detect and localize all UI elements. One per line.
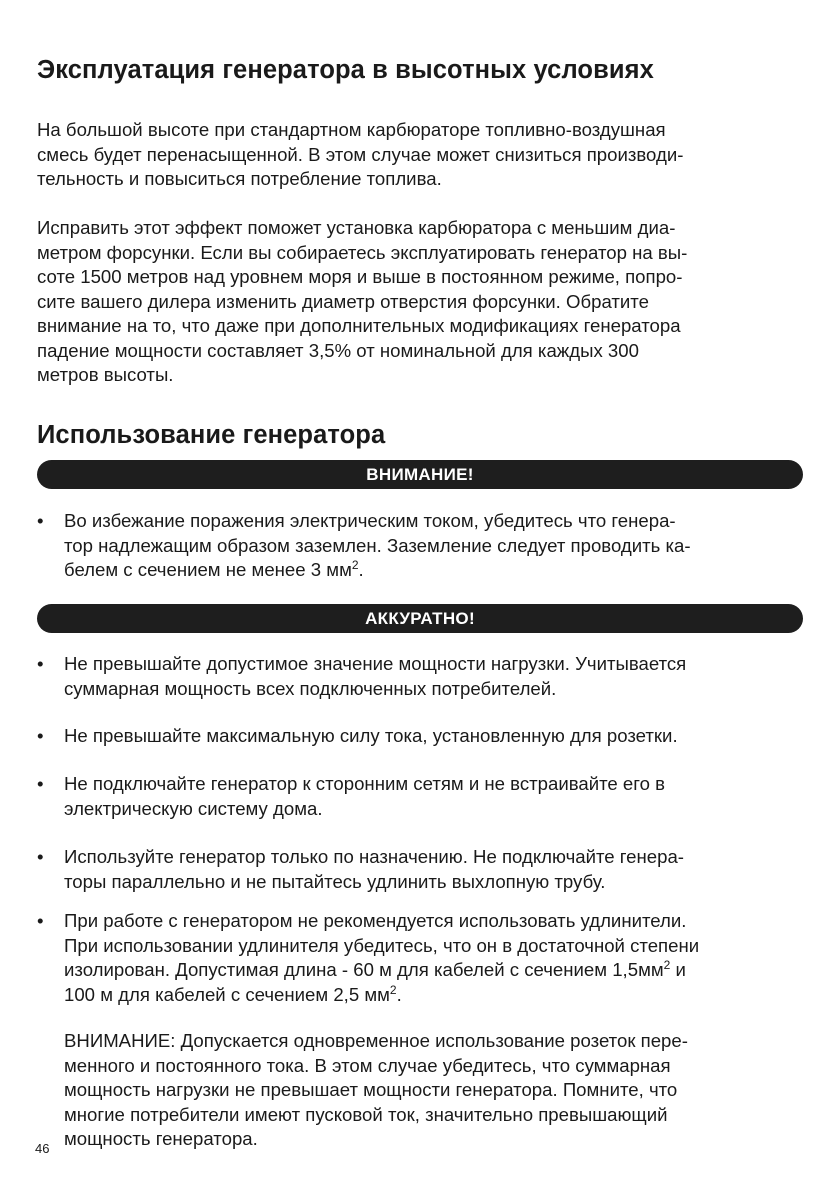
paragraph-altitude-effect (37, 118, 807, 192)
text-line: Не превышайте допустимое значение мощности нагрузки. Учитывается (64, 653, 687, 674)
text-line: При работе с генератором не рекомендуется использовать удлинители. (64, 910, 687, 931)
text-line: торы параллельно и не пытайтесь удлинить выхлопную трубу. (64, 870, 606, 892)
text-line: смесь будет перенасыщенной. В этом случае может снизиться производи- (37, 143, 684, 165)
text-line: Во избежание поражения электрическим током, убедитесь что генера- (64, 510, 676, 531)
text-line: При использовании удлинителя убедитесь, что он в достаточной степени (64, 934, 700, 956)
bullet-text (64, 724, 809, 749)
text-line: метром форсунки. Если вы собираетесь эксплуатировать генератор на вы- (37, 241, 688, 263)
text-line: мощность генератора. (64, 1128, 258, 1149)
bullet-text (64, 652, 809, 701)
text-line: мощность нагрузки не превышает мощности генератора. Помните, что (64, 1079, 678, 1100)
text-line: сите вашего дилера изменить диаметр отверстия форсунки. Обратите (37, 290, 649, 312)
superscript: 2 (389, 982, 397, 997)
text-line: ВНИМАНИЕ: Допускается одновременное использование розеток пере- (64, 1030, 688, 1051)
text-line (64, 558, 809, 583)
text-segment: изолирован. Допустимая длина - 60 м для кабелей с сечением 1,5мм (64, 959, 664, 980)
bullet-text (64, 772, 809, 821)
section-heading-altitude: Эксплуатация генератора в высотных условиях (37, 56, 654, 84)
superscript: 2 (663, 958, 671, 972)
text-line: внимание на то, что даже при дополнительных модификациях генератора (37, 315, 681, 336)
warning-banner: ВНИМАНИЕ! (37, 460, 803, 489)
text-line: На большой высоте при стандартном карбюраторе топливно-воздушная (37, 119, 666, 140)
page-number: 46 (35, 1141, 50, 1156)
bullet-icon: • (37, 773, 44, 794)
text-line: метров высоты. (37, 364, 174, 385)
bullet-icon: • (37, 846, 44, 867)
text-segment: . (396, 983, 402, 1005)
text-line: соте 1500 метров над уровнем моря и выше в постоянном режиме, попро- (37, 266, 683, 287)
text-segment: белем с сечением не менее 3 мм (64, 559, 352, 580)
text-line: суммарная мощность всех подключенных потребителей. (64, 677, 557, 699)
bullet-text (64, 845, 809, 894)
text-segment: 100 м для кабелей с сечением 2,5 мм (64, 983, 390, 1005)
text-line: падение мощности составляет 3,5% от номинальной для каждых 300 (37, 339, 639, 361)
simultaneous-use-note (64, 1029, 688, 1152)
text-line (64, 983, 809, 1008)
bullet-icon: • (37, 910, 44, 931)
text-line: Не превышайте максимальную силу тока, установленную для розетки. (64, 725, 678, 746)
text-line: тельность и повыситься потребление топлива. (37, 168, 442, 189)
text-line: менного и постоянного тока. В этом случае убедитесь, что суммарная (64, 1054, 671, 1076)
caution-banner: АККУРАТНО! (37, 604, 803, 633)
bullet-text (64, 509, 809, 583)
text-line: Исправить этот эффект поможет установка карбюратора с меньшим диа- (37, 217, 676, 238)
bullet-icon: • (37, 510, 44, 531)
superscript: 2 (351, 558, 359, 572)
text-line: Используйте генератор только по назначению. Не подключайте генера- (64, 846, 684, 867)
section-heading-usage: Использование генератора (37, 421, 386, 449)
bullet-text (64, 909, 809, 1007)
text-line: Не подключайте генератор к сторонним сетям и не встраивайте его в (64, 773, 666, 794)
text-line: электрическую систему дома. (64, 797, 323, 819)
text-segment: и (670, 959, 686, 980)
text-line: тор надлежащим образом заземлен. Заземление следует проводить ка- (64, 534, 691, 556)
bullet-icon: • (37, 725, 44, 746)
paragraph-altitude-fix (37, 216, 807, 388)
text-line: многие потребители имеют пусковой ток, значительно превышающий (64, 1103, 668, 1125)
text-line (64, 958, 809, 983)
text-segment: . (358, 559, 364, 580)
bullet-icon: • (37, 653, 44, 674)
